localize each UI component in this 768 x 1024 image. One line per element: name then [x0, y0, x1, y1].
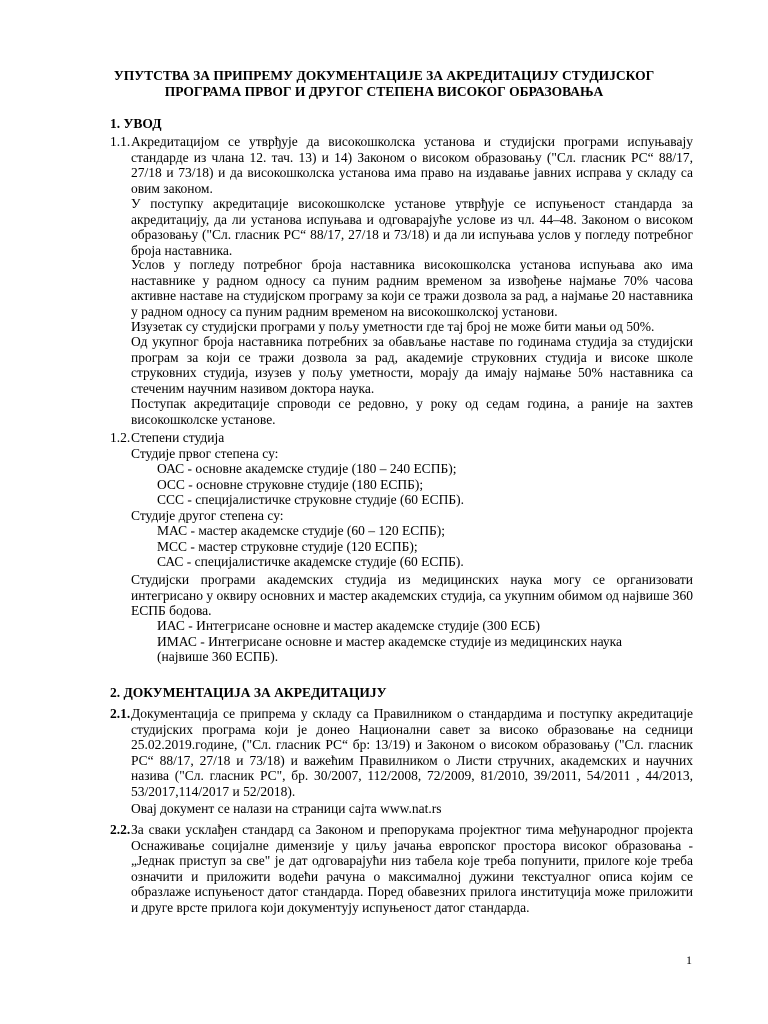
paragraph-1-1-p3: Услов у погледу потребног броја наставника високошколска установа испуњава ако има наставнике у радном односу са пуним радним временом за извођење најмање 70% часова активне наставе на студијском програму за који се тражи дозвола за рад, а најмање 20 наставника у радном односу са пуним радним временом на високошколској установи. [131, 257, 693, 319]
first-degree-item: ОАС - основне академске студије (180 – 240 ЕСПБ); [157, 461, 457, 476]
paragraph-1-2-number: 1.2. [110, 430, 131, 445]
page-number: 1 [686, 953, 692, 967]
paragraph-1-1-number: 1.1. [110, 134, 131, 149]
paragraph-2-1-note: Овај документ се налази на страници сајта www.nat.rs [131, 801, 442, 816]
integrated-item: ИМАС - Интегрисане основне и мастер академске студије из медицинских наука [157, 634, 622, 649]
paragraph-1-2-title: Степени студија [131, 430, 225, 445]
paragraph-2-1-text: Документација се припрема у складу са Правилником о стандардима и поступку акредитације студијских програма који је донео Национални савет за високо образовање на седници 25.02.2019.године, ("Сл. гласник РС“ бр: 13/19) и Законом о високом образовању ("Сл. гласник РС“ 88/17, 27/18 и 73/18) и важећим Правилником о Листи стручних, академских и научних назива ("Сл. гласник РС", бр. 30/2007, 112/2008, 72/2009, 81/2010, 39/2011, 54/2011 , 44/2013, 53/2017,114/2017 и 52/2018). [131, 706, 693, 799]
paragraph-1-1-p4: Изузетак су студијски програми у пољу уметности где тај број не може бити мањи од 50%. [131, 319, 655, 334]
paragraph-2-2-text: За сваки усклађен стандард са Законом и препорукама пројектног тима међународног пројекта Оснаживање социјалне димензије у циљу јачања европског простора високог образовања - „Једнак приступ за све" је дат одговарајући низ табела које треба попунити, прилоге које треба означити и приложити водећи рачуна о максималној дужини текстуалног описа којим се образлаже испуњеност датог стандарда. Поред обавезних прилога институција може приложити и друге врсте прилога који документују испуњеност датог стандарда. [131, 822, 693, 915]
first-degree-item: ОСС - основне струковне студије (180 ЕСПБ); [157, 477, 424, 492]
document-title [100, 68, 668, 100]
first-degree-label: Студије првог степена су: [131, 446, 279, 461]
section-2-heading: 2. ДОКУМЕНТАЦИЈА ЗА АКРЕДИТАЦИЈУ [110, 685, 387, 700]
second-degree-label: Студије другог степена су: [131, 508, 284, 523]
second-degree-item: МАС - мастер академске студије (60 – 120 ЕСПБ); [157, 523, 446, 538]
paragraph-1-1-p2: У поступку акредитације високошколске установе утврђује се испуњеност стандарда за акредитацију, да ли установа испуњава и одговарајуће услове из чл. 44–48. Законом о високом образовању ("Сл. гласник РС“ 88/17, 27/18 и 73/18) и да ли испуњава услов у погледу потребног броја наставника. [131, 196, 693, 258]
first-degree-item: ССС - специјалистичке струковне студије (60 ЕСПБ). [157, 492, 465, 507]
paragraph-1-1-p5: Од укупног броја наставника потребних за обављање наставе по годинама студија за студијски програм за који се тражи дозвола за рад, академије струковних студија и високе школе струковних студија, изузев у пољу уметности, морају да имају најмање 50% наставника са стеченим научним називом доктора наука. [131, 334, 693, 396]
title-line-1: УПУТСТВА ЗА ПРИПРЕМУ ДОКУМЕНТАЦИЈЕ ЗА АКРЕДИТАЦИЈУ СТУДИЈСКОГ [113, 68, 655, 83]
integrated-item: ИАС - Интегрисане основне и мастер академске студије (300 ЕСБ) [157, 618, 541, 633]
second-degree-item: МСС - мастер струковне студије (120 ЕСПБ); [157, 539, 418, 554]
paragraph-1-1-p6: Поступак акредитације спроводи се редовно, у року од седам година, а раније на захтев високошколске установе. [131, 396, 693, 427]
section-1-heading: 1. УВОД [110, 116, 162, 131]
integrated-item: (највише 360 ЕСПБ). [157, 649, 279, 664]
second-degree-item: САС - специјалистичке академске студије (60 ЕСПБ). [157, 554, 464, 569]
integrated-studies-paragraph: Студијски програми академских студија из медицинских наука могу се организовати интегрисано у оквиру основних и мастер академских студија, са укупним обимом од највише 360 ЕСПБ бодова. [131, 572, 693, 619]
paragraph-2-2-number: 2.2. [110, 822, 131, 837]
paragraph-1-1-p1: Акредитацијом се утврђује да високошколска установа и студијски програми испуњавају стандарде из члана 12. тач. 13) и 14) Законом о високом образовању ("Сл. гласник РС“ 88/17, 27/18 и 73/18) и да високошколска установа има право на издавање јавних исправа у складу са овим законом. [131, 134, 693, 196]
title-line-2: ПРОГРАМА ПРВОГ И ДРУГОГ СТЕПЕНА ВИСОКОГ ОБРАЗОВАЊА [164, 84, 604, 99]
paragraph-2-1-number: 2.1. [110, 706, 131, 721]
